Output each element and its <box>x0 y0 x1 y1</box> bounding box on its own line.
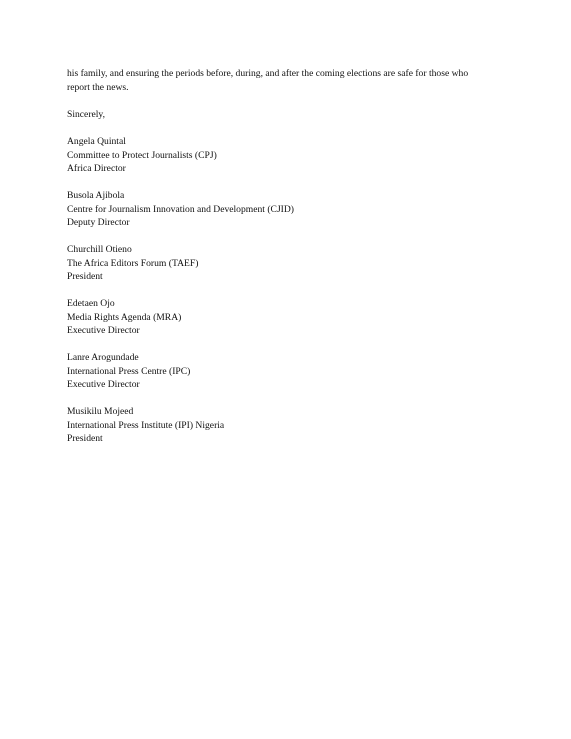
signatory-organization: The Africa Editors Forum (TAEF) <box>67 257 199 269</box>
signatory-name: Busola Ajibola <box>67 190 125 201</box>
signatory-block <box>67 135 507 176</box>
closing-salutation: Sincerely, <box>67 109 106 120</box>
paragraph-line: his family, and ensuring the periods before, during, and after the coming elections are safe for those who <box>67 68 469 79</box>
signatory-title: President <box>67 433 103 444</box>
signatory-name: Churchill Otieno <box>67 244 132 255</box>
signatory-organization: International Press Institute (IPI) Nigeria <box>67 419 225 431</box>
signatory-organization: Centre for Journalism Innovation and Development (CJID) <box>67 203 294 215</box>
signatory-title: Africa Director <box>67 163 126 174</box>
signatory-title: President <box>67 271 103 282</box>
signatory-block <box>67 189 507 230</box>
signatory-title: Executive Director <box>67 325 140 336</box>
signatory-organization: Media Rights Agenda (MRA) <box>67 311 182 323</box>
paragraph-line: report the news. <box>67 81 129 93</box>
signatory-block <box>67 243 507 284</box>
signatory-name: Edetaen Ojo <box>67 298 115 309</box>
signatory-organization: Committee to Protect Journalists (CPJ) <box>67 149 217 161</box>
signatory-block <box>67 351 507 392</box>
signatory-name: Angela Quintal <box>67 136 126 147</box>
signatory-block <box>67 297 507 338</box>
signatory-title: Deputy Director <box>67 217 130 228</box>
signatory-block <box>67 405 507 446</box>
signatory-name: Musikilu Mojeed <box>67 406 134 417</box>
signatory-name: Lanre Arogundade <box>67 352 139 363</box>
signatory-organization: International Press Centre (IPC) <box>67 365 191 377</box>
intro-paragraph <box>67 67 507 94</box>
letter-body <box>67 67 507 459</box>
signatory-title: Executive Director <box>67 379 140 390</box>
